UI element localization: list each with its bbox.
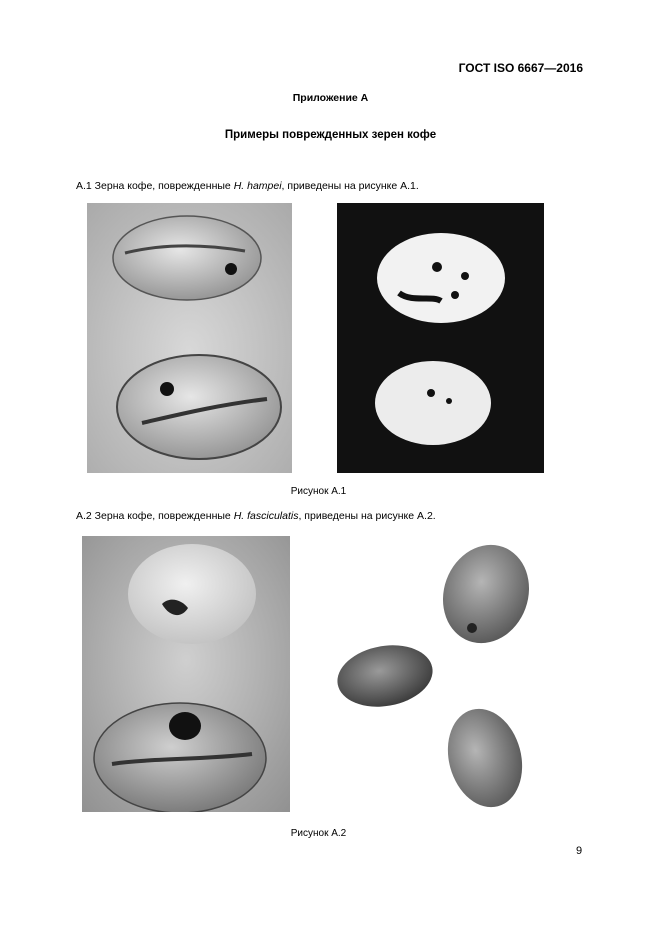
species-name: H. fasciculatis bbox=[233, 510, 299, 522]
species-name: H. hampei bbox=[233, 180, 282, 192]
para-text: , приведены на рисунке А.2. bbox=[298, 510, 436, 522]
para-text: , приведены на рисунке А.1. bbox=[281, 180, 419, 192]
figure-a1-caption: Рисунок А.1 bbox=[290, 486, 347, 497]
paragraph-a2 bbox=[76, 510, 436, 522]
figure-a1-photo-left bbox=[87, 203, 292, 473]
para-text: А.1 Зерна кофе, поврежденные bbox=[76, 180, 234, 192]
document-code: ГОСТ ISO 6667—2016 bbox=[458, 61, 583, 75]
appendix-title: Приложение А bbox=[292, 92, 369, 104]
section-title: Примеры поврежденных зерен кофе bbox=[224, 129, 437, 141]
figure-a2-photo-right bbox=[330, 536, 542, 812]
page-number: 9 bbox=[576, 845, 583, 857]
figure-a2-caption: Рисунок А.2 bbox=[290, 828, 347, 839]
paragraph-a1 bbox=[76, 180, 419, 192]
para-text: А.2 Зерна кофе, поврежденные bbox=[76, 510, 234, 522]
figure-a2-photo-left bbox=[82, 536, 290, 812]
figure-a1-photo-right bbox=[337, 203, 544, 473]
